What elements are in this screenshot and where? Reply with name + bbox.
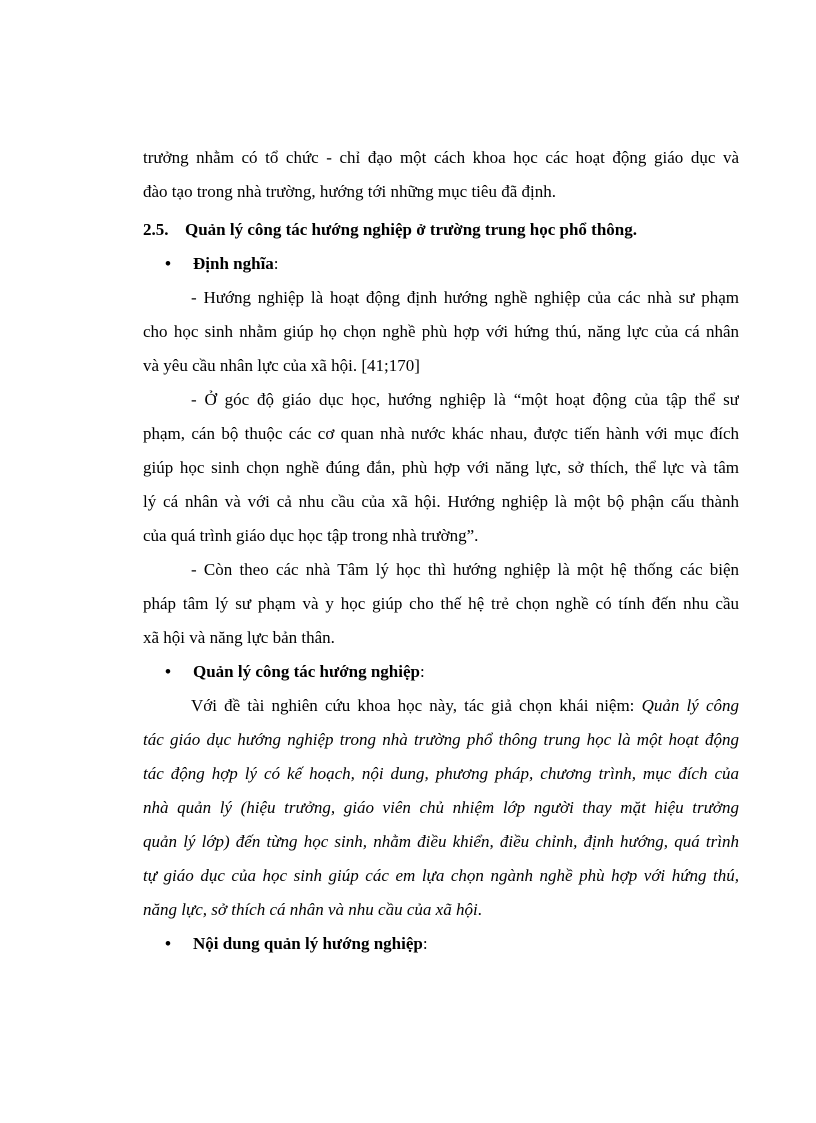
period: .: [477, 900, 482, 919]
body-text-line: trưởng nhằm có tổ chức - chỉ đạo một cách khoa học các hoạt động giáo dục và: [143, 148, 739, 167]
body-text-line: lý cá nhân và với cả nhu cầu của xã hội. Hướng nghiệp là một bộ phận cấu thành: [143, 492, 739, 511]
body-text-line: - Ở góc độ giáo dục học, hướng nghiệp là “một hoạt động của tập thể sư: [191, 390, 739, 409]
section-title: Quản lý công tác hướng nghiệp ở trường trung học phổ thông.: [185, 220, 638, 239]
bullet-definition: [143, 247, 739, 281]
italic-text-line: quản lý lớp) đến từng học sinh, nhằm điều khiển, điều chỉnh, định hướng, quá trình: [143, 832, 739, 851]
document-page: [143, 141, 739, 961]
body-text-line: - Hướng nghiệp là hoạt động định hướng nghề nghiệp của các nhà sư phạm: [191, 288, 739, 307]
bullet-colon: :: [273, 254, 279, 273]
italic-text-line: nhà quản lý (hiệu trưởng, giáo viên chủ nhiệm lớp người thay mặt hiệu trưởng: [143, 798, 739, 817]
bullet-colon: :: [422, 934, 428, 953]
bullet-management: [143, 655, 739, 689]
bullet-label: Quản lý công tác hướng nghiệp: [193, 662, 420, 681]
bullet-content: [143, 927, 739, 961]
section-heading: [143, 213, 739, 247]
bullet-icon: •: [165, 662, 171, 681]
italic-text-line: tác động hợp lý có kế hoạch, nội dung, phương pháp, chương trình, mục đích của: [143, 764, 739, 783]
body-text-line: phạm, cán bộ thuộc các cơ quan nhà nước khác nhau, được tiến hành với mục đích: [143, 424, 739, 443]
bullet-icon: •: [165, 254, 171, 273]
intro-text: Với đề tài nghiên cứu khoa học này, tác giả chọn khái niệm:: [191, 696, 642, 715]
body-text-line: xã hội và năng lực bản thân.: [143, 628, 335, 647]
italic-text: Quản lý công: [641, 696, 739, 715]
italic-text-line: tự giáo dục của học sinh giúp các em lựa chọn ngành nghề phù hợp với hứng thú,: [143, 866, 739, 885]
body-text-line: và yêu cầu nhân lực của xã hội. [41;170]: [143, 356, 420, 375]
bullet-colon: :: [419, 662, 425, 681]
body-text-line: cho học sinh nhằm giúp họ chọn nghề phù hợp với hứng thú, năng lực của cá nhân: [143, 322, 739, 341]
italic-text-line: tác giáo dục hướng nghiệp trong nhà trường phổ thông trung học là một hoạt động: [143, 730, 739, 749]
body-text-line: [143, 893, 739, 927]
bullet-icon: •: [165, 934, 171, 953]
body-text-line: giúp học sinh chọn nghề đúng đắn, phù hợp với năng lực, sở thích, thể lực và tâm: [143, 458, 739, 477]
bullet-label: Định nghĩa: [193, 254, 274, 273]
body-text-line: đào tạo trong nhà trường, hướng tới những mục tiêu đã định.: [143, 182, 556, 201]
body-text-line: - Còn theo các nhà Tâm lý học thì hướng nghiệp là một hệ thống các biện: [191, 560, 739, 579]
body-text-line: pháp tâm lý sư phạm và y học giúp cho thế hệ trẻ chọn nghề có tính đến nhu cầu: [143, 594, 739, 613]
bullet-label: Nội dung quản lý hướng nghiệp: [193, 934, 423, 953]
body-text-line: [143, 689, 739, 723]
italic-text: năng lực, sở thích cá nhân và nhu cầu của xã hội: [143, 900, 478, 919]
body-text-line: của quá trình giáo dục học tập trong nhà trường”.: [143, 526, 479, 545]
section-number: 2.5.: [143, 220, 169, 239]
